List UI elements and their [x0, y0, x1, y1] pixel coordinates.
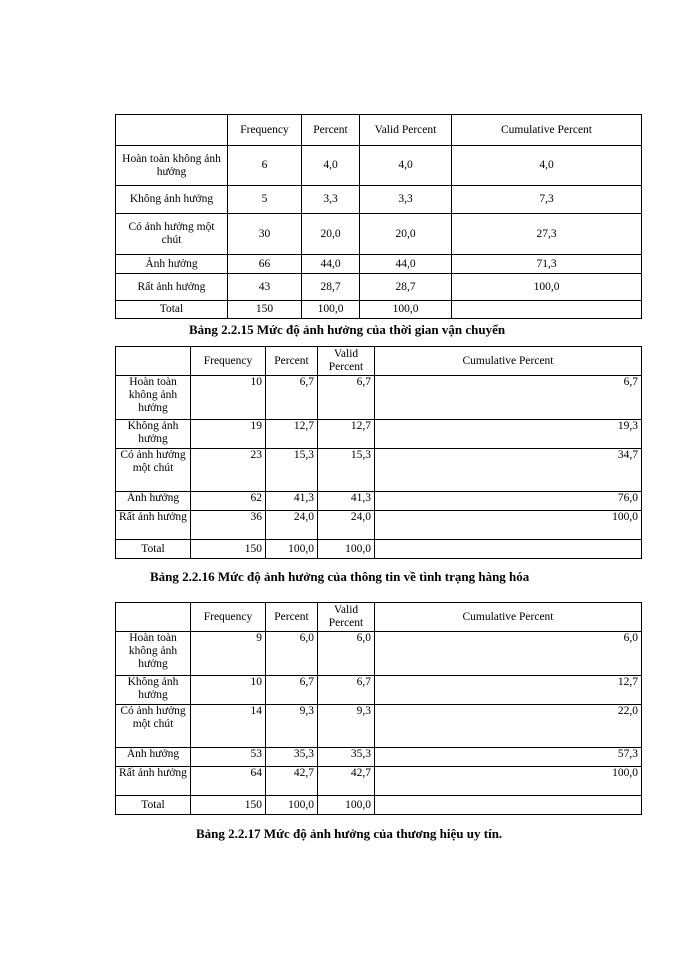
valid-percent-cell: 42,7 [318, 767, 375, 796]
row-label: Không ảnh hưởng [116, 676, 191, 705]
percent-cell: 6,0 [266, 632, 318, 676]
table-row [116, 376, 642, 420]
table-row [116, 767, 642, 796]
table-row [116, 705, 642, 748]
row-label: Hoàn toàn không ảnh hưởng [116, 632, 191, 676]
valid-percent-cell: 6,7 [318, 376, 375, 420]
header-cumulative-percent: Cumulative Percent [375, 603, 642, 632]
row-label: Có ảnh hưởng một chút [116, 449, 191, 492]
row-label: Hoàn toàn không ảnh hưởng [116, 376, 191, 420]
frequency-cell: 150 [191, 540, 266, 559]
percent-cell: 28,7 [302, 274, 360, 301]
cumulative-percent-cell: 12,7 [375, 676, 642, 705]
percent-cell: 24,0 [266, 511, 318, 540]
percent-cell: 6,7 [266, 376, 318, 420]
cumulative-percent-cell [375, 540, 642, 559]
row-label: Rất ảnh hưởng [116, 511, 191, 540]
table-row [116, 186, 642, 214]
table-total-row [116, 301, 642, 319]
valid-percent-cell: 20,0 [360, 214, 452, 255]
table-row [116, 214, 642, 255]
percent-cell: 100,0 [266, 540, 318, 559]
frequency-cell: 43 [228, 274, 302, 301]
frequency-cell: 66 [228, 255, 302, 274]
frequency-cell: 10 [191, 376, 266, 420]
frequency-table-2-2-15 [115, 114, 642, 319]
percent-cell: 3,3 [302, 186, 360, 214]
valid-percent-cell: 6,0 [318, 632, 375, 676]
cumulative-percent-cell: 100,0 [375, 511, 642, 540]
row-label: Không ảnh hưởng [116, 420, 191, 449]
frequency-cell: 62 [191, 492, 266, 511]
frequency-cell: 36 [191, 511, 266, 540]
percent-cell: 4,0 [302, 146, 360, 186]
percent-cell: 12,7 [266, 420, 318, 449]
frequency-cell: 19 [191, 420, 266, 449]
frequency-cell: 64 [191, 767, 266, 796]
valid-percent-cell: 100,0 [360, 301, 452, 319]
valid-percent-cell: 28,7 [360, 274, 452, 301]
header-valid-percent: Valid Percent [318, 603, 375, 632]
valid-percent-cell: 4,0 [360, 146, 452, 186]
table-row [116, 420, 642, 449]
valid-percent-cell: 12,7 [318, 420, 375, 449]
valid-percent-cell: 3,3 [360, 186, 452, 214]
valid-percent-cell: 9,3 [318, 705, 375, 748]
row-label: Total [116, 301, 228, 319]
cumulative-percent-cell: 6,0 [375, 632, 642, 676]
valid-percent-cell: 6,7 [318, 676, 375, 705]
header-empty-cell [116, 603, 191, 632]
header-frequency: Frequency [228, 115, 302, 146]
table-row [116, 449, 642, 492]
table-header-row [116, 115, 642, 146]
header-valid-percent: Valid Percent [318, 347, 375, 376]
row-label: Rất ảnh hưởng [116, 767, 191, 796]
header-cumulative-percent: Cumulative Percent [375, 347, 642, 376]
frequency-table-2-2-17 [115, 602, 642, 815]
header-empty-cell [116, 115, 228, 146]
cumulative-percent-cell: 6,7 [375, 376, 642, 420]
cumulative-percent-cell: 76,0 [375, 492, 642, 511]
percent-cell: 42,7 [266, 767, 318, 796]
percent-cell: 15,3 [266, 449, 318, 492]
row-label: Total [116, 796, 191, 815]
row-label: Ảnh hưởng [116, 748, 191, 767]
valid-percent-cell: 100,0 [318, 540, 375, 559]
frequency-cell: 9 [191, 632, 266, 676]
cumulative-percent-cell: 71,3 [452, 255, 642, 274]
header-empty-cell [116, 347, 191, 376]
valid-percent-cell: 35,3 [318, 748, 375, 767]
table-row [116, 146, 642, 186]
cumulative-percent-cell: 4,0 [452, 146, 642, 186]
valid-percent-cell: 44,0 [360, 255, 452, 274]
table-row [116, 255, 642, 274]
cumulative-percent-cell: 22,0 [375, 705, 642, 748]
frequency-cell: 53 [191, 748, 266, 767]
frequency-cell: 10 [191, 676, 266, 705]
frequency-cell: 6 [228, 146, 302, 186]
table-row [116, 676, 642, 705]
table-caption: Bảng 2.2.17 Mức độ ảnh hưởng của thương hiệu uy tín. [196, 826, 503, 841]
table-header-row [116, 603, 642, 632]
row-label: Ảnh hưởng [116, 255, 228, 274]
row-label: Không ảnh hưởng [116, 186, 228, 214]
table-header-row [116, 347, 642, 376]
percent-cell: 9,3 [266, 705, 318, 748]
table-caption: Bảng 2.2.15 Mức độ ảnh hưởng của thời gian vận chuyển [189, 322, 506, 337]
table-total-row [116, 540, 642, 559]
valid-percent-cell: 24,0 [318, 511, 375, 540]
cumulative-percent-cell: 7,3 [452, 186, 642, 214]
valid-percent-cell: 100,0 [318, 796, 375, 815]
cumulative-percent-cell: 57,3 [375, 748, 642, 767]
cumulative-percent-cell: 100,0 [452, 274, 642, 301]
header-cumulative-percent: Cumulative Percent [452, 115, 642, 146]
header-valid-percent: Valid Percent [360, 115, 452, 146]
percent-cell: 100,0 [266, 796, 318, 815]
table-total-row [116, 796, 642, 815]
header-frequency: Frequency [191, 603, 266, 632]
percent-cell: 20,0 [302, 214, 360, 255]
row-label: Total [116, 540, 191, 559]
cumulative-percent-cell: 100,0 [375, 767, 642, 796]
frequency-cell: 5 [228, 186, 302, 214]
cumulative-percent-cell: 34,7 [375, 449, 642, 492]
valid-percent-cell: 15,3 [318, 449, 375, 492]
row-label: Rất ảnh hưởng [116, 274, 228, 301]
frequency-table-2-2-16 [115, 346, 642, 559]
frequency-cell: 30 [228, 214, 302, 255]
percent-cell: 41,3 [266, 492, 318, 511]
table-row [116, 511, 642, 540]
frequency-cell: 150 [228, 301, 302, 319]
row-label: Có ảnh hưởng một chút [116, 214, 228, 255]
table-row [116, 492, 642, 511]
percent-cell: 44,0 [302, 255, 360, 274]
table-row [116, 632, 642, 676]
header-percent: Percent [302, 115, 360, 146]
percent-cell: 100,0 [302, 301, 360, 319]
table-caption: Bảng 2.2.16 Mức độ ảnh hưởng của thông tin về tình trạng hàng hóa [150, 569, 530, 584]
header-percent: Percent [266, 347, 318, 376]
percent-cell: 6,7 [266, 676, 318, 705]
header-frequency: Frequency [191, 347, 266, 376]
row-label: Hoàn toàn không ảnh hưởng [116, 146, 228, 186]
row-label: Ảnh hưởng [116, 492, 191, 511]
frequency-cell: 150 [191, 796, 266, 815]
cumulative-percent-cell [375, 796, 642, 815]
cumulative-percent-cell: 27,3 [452, 214, 642, 255]
row-label: Có ảnh hưởng một chút [116, 705, 191, 748]
percent-cell: 35,3 [266, 748, 318, 767]
table-row [116, 748, 642, 767]
frequency-cell: 14 [191, 705, 266, 748]
header-percent: Percent [266, 603, 318, 632]
valid-percent-cell: 41,3 [318, 492, 375, 511]
cumulative-percent-cell: 19,3 [375, 420, 642, 449]
table-row [116, 274, 642, 301]
cumulative-percent-cell [452, 301, 642, 319]
frequency-cell: 23 [191, 449, 266, 492]
